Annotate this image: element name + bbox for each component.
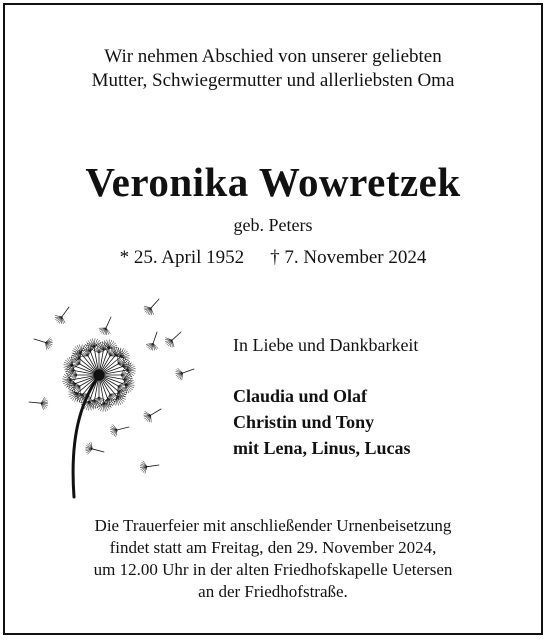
service-info [5, 515, 541, 603]
death-date: † 7. November 2024 [270, 247, 427, 268]
intro-line: Mutter, Schwiegermutter und allerliebsten Oma [91, 70, 455, 91]
mourners-list [233, 383, 411, 461]
intro-line: Wir nehmen Abschied von unserer geliebten [104, 46, 442, 67]
dandelion-icon [19, 287, 209, 499]
service-line: um 12.00 Uhr in der alten Friedhofskapelle Uetersen [93, 560, 453, 579]
mourners-intro: In Liebe und Dankbarkeit [233, 335, 419, 355]
intro-text [5, 45, 541, 93]
mourner-name: Christin und Tony [233, 412, 375, 432]
mourner-name: Claudia und Olaf [233, 386, 368, 406]
maiden-name: geb. Peters [233, 215, 313, 235]
service-line: an der Friedhofstraße. [198, 582, 348, 601]
service-line: findet statt am Freitag, den 29. November 2024, [109, 538, 437, 557]
life-dates [5, 247, 541, 269]
deceased-name: Veronika Wowretzek [85, 159, 461, 205]
birth-date: * 25. April 1952 [119, 247, 245, 268]
service-line: Die Trauerfeier mit anschließender Urnenbeisetzung [94, 516, 452, 535]
mourner-name: mit Lena, Linus, Lucas [233, 438, 411, 458]
obituary-card [3, 3, 543, 635]
